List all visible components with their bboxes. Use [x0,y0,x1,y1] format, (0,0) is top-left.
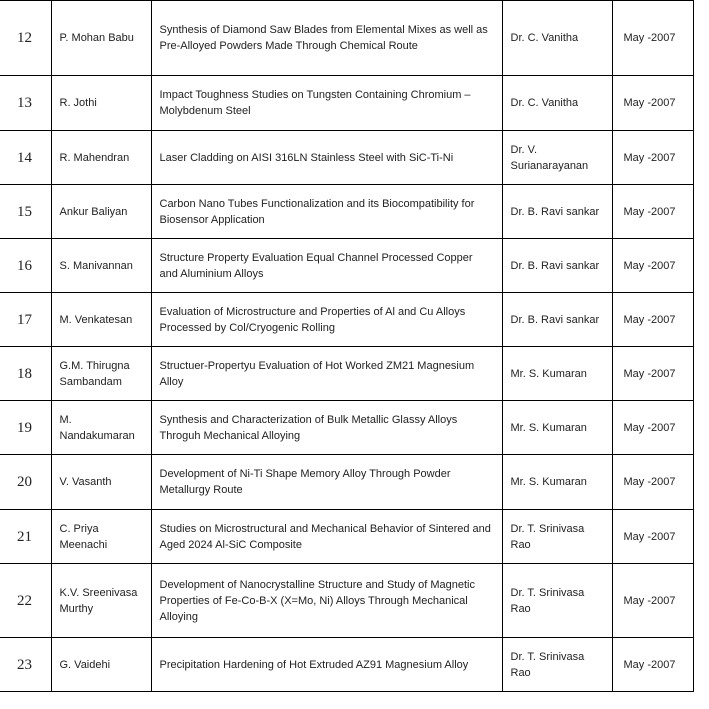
thesis-title: Laser Cladding on AISI 316LN Stainless Steel with SiC-Ti-Ni [151,131,502,185]
completion-date: May -2007 [612,638,693,692]
guide-name: Dr. T. Srinivasa Rao [502,638,612,692]
table-row [0,455,693,510]
student-name: R. Mahendran [51,131,151,185]
student-name: V. Vasanth [51,455,151,510]
row-number: 23 [0,638,51,692]
completion-date: May -2007 [612,239,693,293]
completion-date: May -2007 [612,347,693,401]
table-row [0,131,693,185]
thesis-title: Impact Toughness Studies on Tungsten Containing Chromium – Molybdenum Steel [151,76,502,131]
student-name: S. Manivannan [51,239,151,293]
guide-name: Dr. V. Surianarayanan [502,131,612,185]
guide-name: Mr. S. Kumaran [502,455,612,510]
student-name: M. Venkatesan [51,293,151,347]
student-name: Ankur Baliyan [51,185,151,239]
completion-date: May -2007 [612,293,693,347]
thesis-title: Carbon Nano Tubes Functionalization and its Biocompatibility for Biosensor Application [151,185,502,239]
completion-date: May -2007 [612,185,693,239]
completion-date: May -2007 [612,455,693,510]
table-row [0,185,693,239]
completion-date: May -2007 [612,401,693,455]
student-name: M. Nandakumaran [51,401,151,455]
row-number: 19 [0,401,51,455]
completion-date: May -2007 [612,564,693,638]
table-row [0,564,693,638]
table-row [0,239,693,293]
row-number: 14 [0,131,51,185]
completion-date: May -2007 [612,131,693,185]
row-number: 22 [0,564,51,638]
guide-name: Dr. C. Vanitha [502,76,612,131]
student-name: K.V. Sreenivasa Murthy [51,564,151,638]
guide-name: Dr. T. Srinivasa Rao [502,564,612,638]
completion-date: May -2007 [612,1,693,76]
row-number: 12 [0,1,51,76]
completion-date: May -2007 [612,510,693,564]
thesis-table-body [0,1,693,692]
thesis-title: Studies on Microstructural and Mechanical Behavior of Sintered and Aged 2024 Al-SiC Composite [151,510,502,564]
thesis-title: Synthesis and Characterization of Bulk Metallic Glassy Alloys Throguh Mechanical Alloying [151,401,502,455]
thesis-title: Development of Ni-Ti Shape Memory Alloy Through Powder Metallurgy Route [151,455,502,510]
thesis-title: Synthesis of Diamond Saw Blades from Elemental Mixes as well as Pre-Alloyed Powders Made Through Chemical Route [151,1,502,76]
guide-name: Dr. T. Srinivasa Rao [502,510,612,564]
table-row [0,76,693,131]
completion-date: May -2007 [612,76,693,131]
guide-name: Mr. S. Kumaran [502,401,612,455]
thesis-title: Development of Nanocrystalline Structure and Study of Magnetic Properties of Fe-Co-B-X (X=Mo, Ni) Alloys Through Mechanical Alloying [151,564,502,638]
student-name: P. Mohan Babu [51,1,151,76]
guide-name: Dr. C. Vanitha [502,1,612,76]
student-name: R. Jothi [51,76,151,131]
student-name: C. Priya Meenachi [51,510,151,564]
row-number: 20 [0,455,51,510]
thesis-title: Evaluation of Microstructure and Properties of Al and Cu Alloys Processed by Col/Cryogenic Rolling [151,293,502,347]
row-number: 16 [0,239,51,293]
guide-name: Dr. B. Ravi sankar [502,185,612,239]
guide-name: Mr. S. Kumaran [502,347,612,401]
row-number: 15 [0,185,51,239]
table-row [0,638,693,692]
student-name: G.M. Thirugna Sambandam [51,347,151,401]
row-number: 17 [0,293,51,347]
table-row [0,510,693,564]
row-number: 13 [0,76,51,131]
row-number: 21 [0,510,51,564]
guide-name: Dr. B. Ravi sankar [502,293,612,347]
table-row [0,401,693,455]
thesis-title: Structure Property Evaluation Equal Channel Processed Copper and Aluminium Alloys [151,239,502,293]
thesis-title: Structuer-Propertyu Evaluation of Hot Worked ZM21 Magnesium Alloy [151,347,502,401]
student-name: G. Vaidehi [51,638,151,692]
row-number: 18 [0,347,51,401]
guide-name: Dr. B. Ravi sankar [502,239,612,293]
table-row [0,1,693,76]
table-row [0,293,693,347]
thesis-title: Precipitation Hardening of Hot Extruded AZ91 Magnesium Alloy [151,638,502,692]
table-row [0,347,693,401]
